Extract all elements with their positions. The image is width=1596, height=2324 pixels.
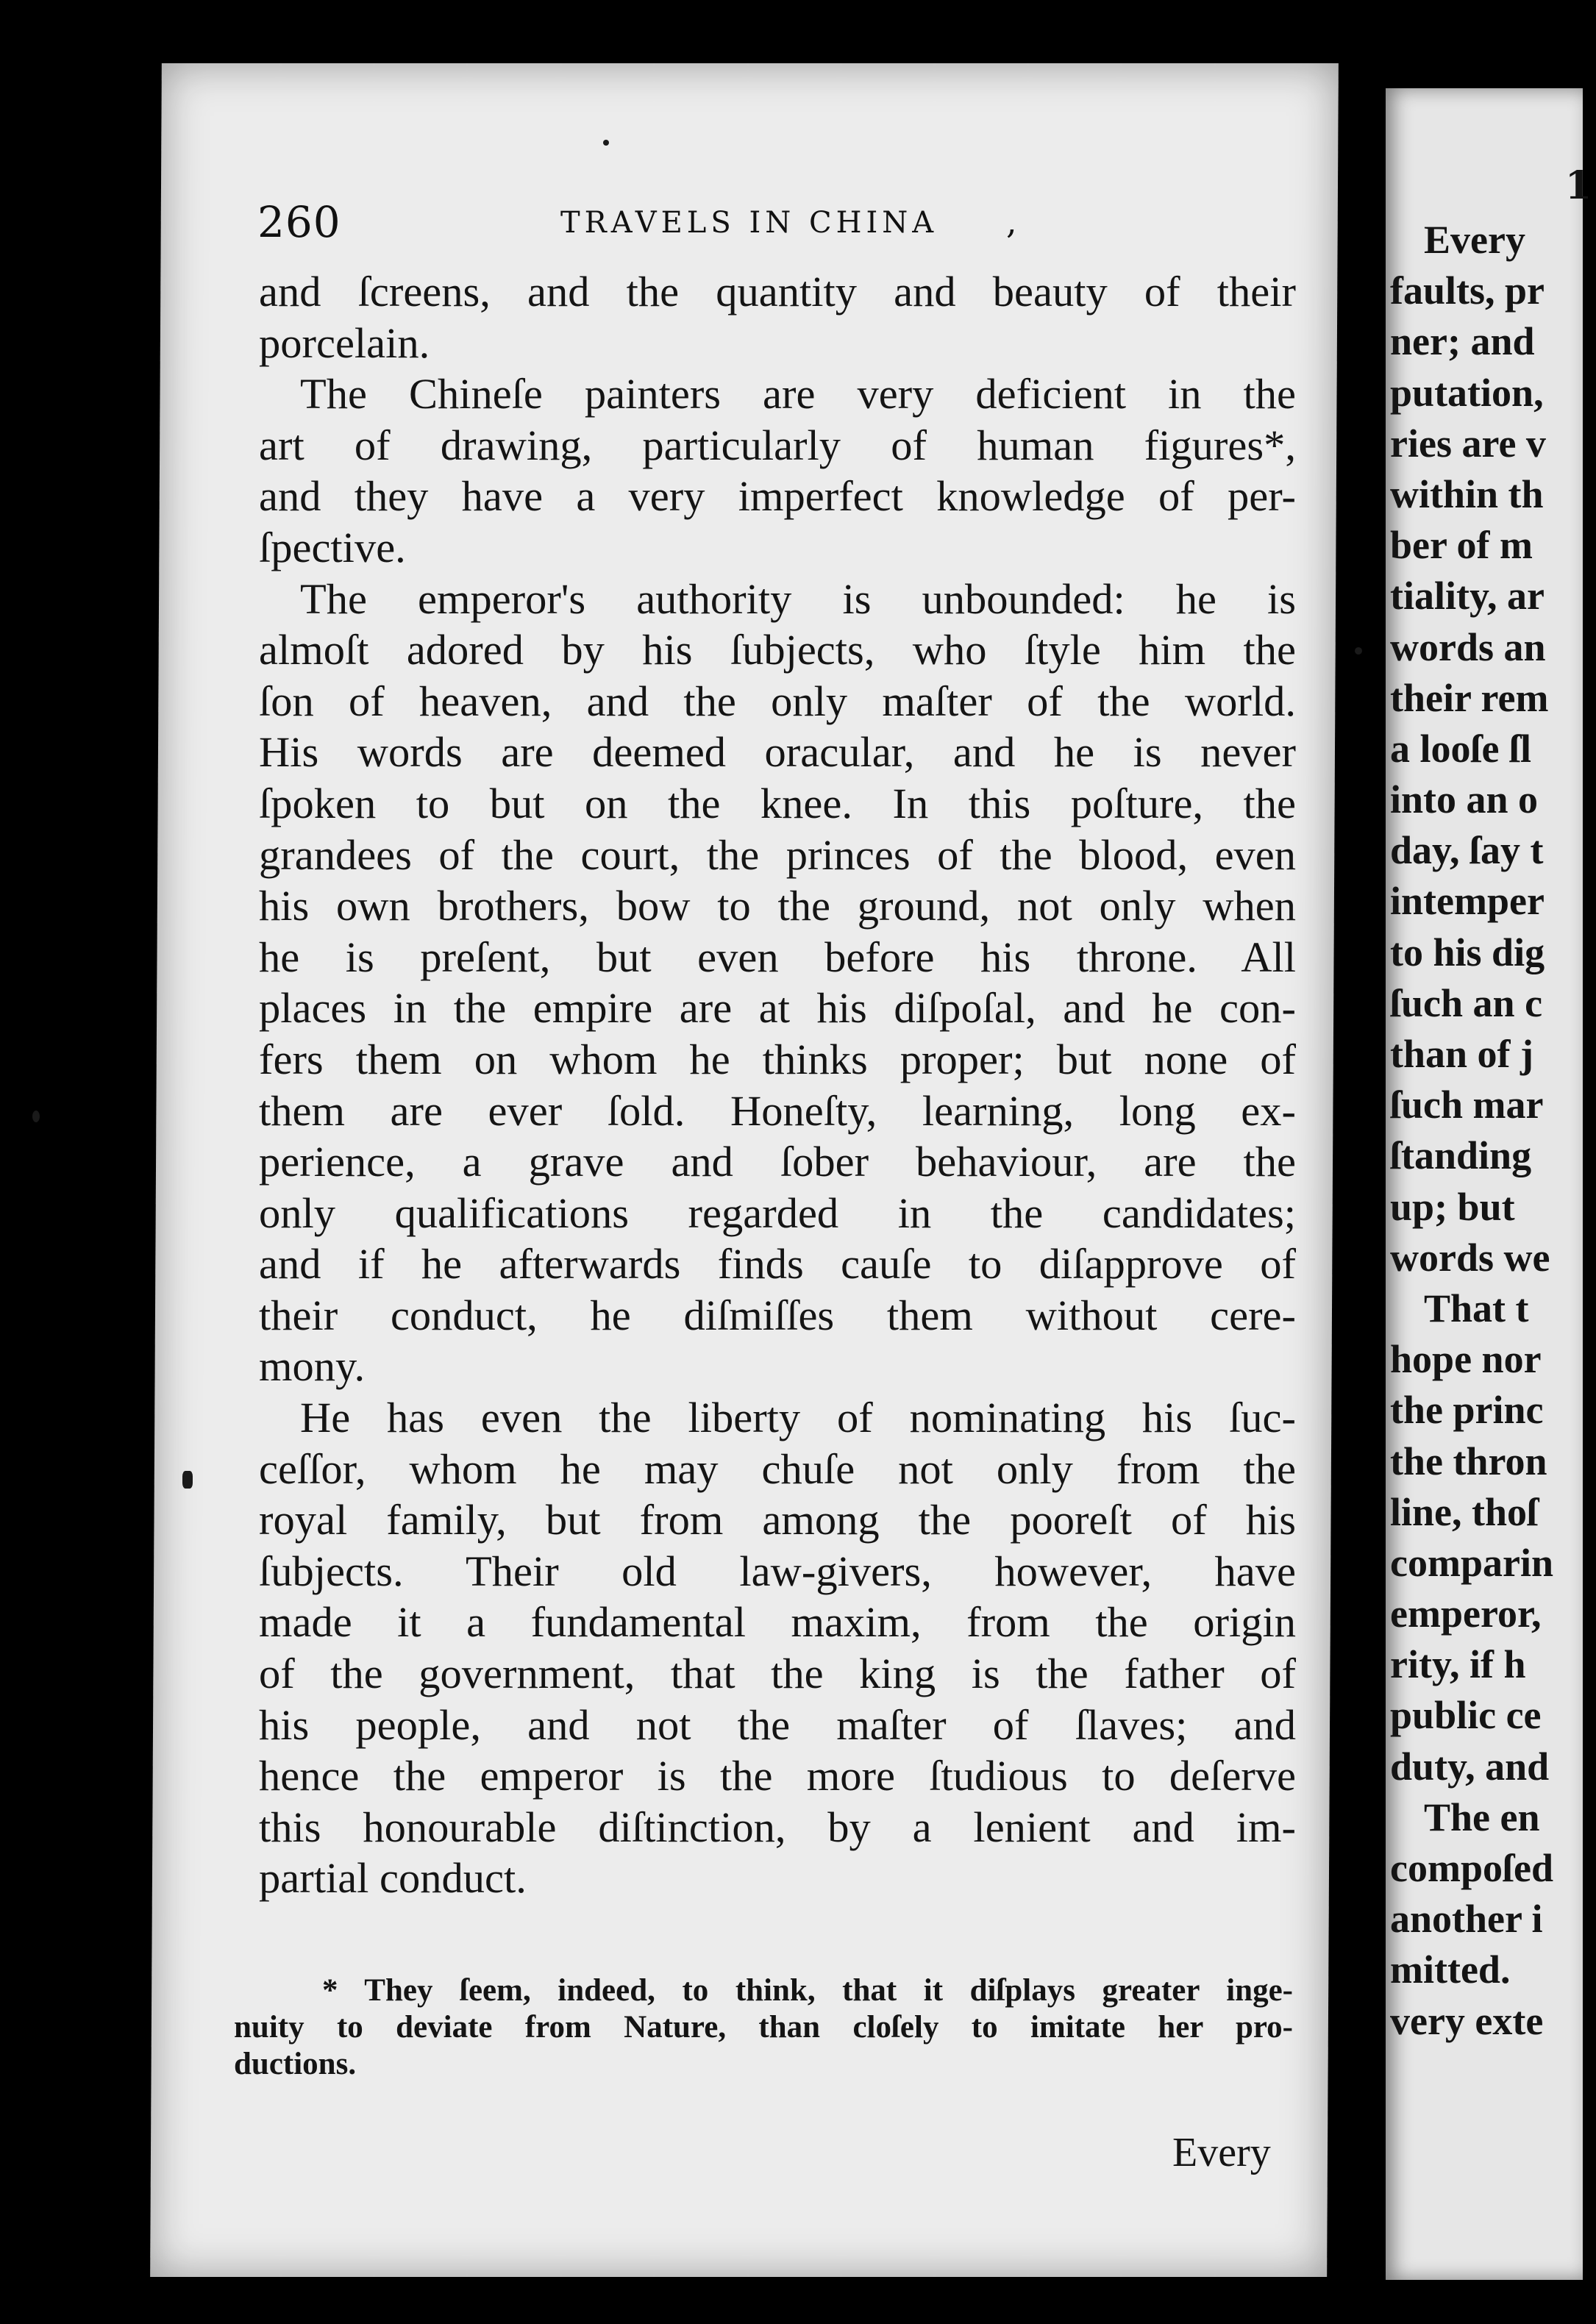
right-page-line: words we — [1390, 1235, 1550, 1280]
text-line: The Chineſe painters are very deficient in the — [300, 370, 1296, 418]
ink-speck — [182, 1471, 193, 1489]
right-page-line: faults, pr — [1390, 268, 1545, 313]
right-page-line: line, thoſ — [1390, 1489, 1539, 1534]
footnote-line: ductions. — [234, 2047, 357, 2081]
right-page-line: day, ſay t — [1390, 828, 1544, 873]
right-page-line: hope nor — [1390, 1337, 1542, 1382]
text-line: partial conduct. — [259, 1854, 527, 1903]
right-page-line: a looſe ſl — [1390, 726, 1531, 771]
text-line: made it a fundamental maxim, from the origin — [259, 1598, 1296, 1647]
right-page-line: Every — [1424, 218, 1525, 262]
running-head-punctuation: , — [1006, 202, 1017, 241]
page-header — [257, 197, 1302, 249]
text-line: his own brothers, bow to the ground, not only when — [259, 882, 1296, 930]
text-line: mony. — [259, 1342, 366, 1391]
footnote-line: nuity to deviate from Nature, than cloſely to imitate her pro- — [234, 2010, 1293, 2045]
text-line: art of drawing, particularly of human figures*, — [259, 421, 1296, 469]
right-page-line: very exte — [1390, 1998, 1544, 2043]
page-number: 260 — [257, 197, 341, 247]
text-line: their conduct, he diſmiſſes them without cere- — [259, 1291, 1296, 1339]
right-page-line: the thron — [1390, 1439, 1547, 1483]
right-page-line: than of j — [1390, 1032, 1534, 1076]
ink-speck — [603, 140, 609, 146]
right-page-line: tiality, ar — [1390, 574, 1545, 619]
main-text-block — [259, 266, 1296, 1904]
right-page-line: public ce — [1390, 1693, 1542, 1738]
right-page-line: intemper — [1390, 879, 1545, 924]
right-page-line: comparin — [1390, 1540, 1553, 1585]
catchword: Every — [1172, 2130, 1271, 2175]
right-page-line: ſtanding — [1390, 1133, 1532, 1178]
text-line: this honourable diſtinction, by a lenient and im- — [259, 1803, 1296, 1851]
right-page-line: mitted. — [1390, 1947, 1511, 1992]
text-line: ſpoken to but on the knee. In this poſture, the — [259, 779, 1296, 827]
right-page-text — [1390, 215, 1596, 2047]
text-line: places in the empire are at his diſpoſal, and he con- — [259, 984, 1296, 1033]
text-line: ceſſor, whom he may chuſe not only from the — [259, 1444, 1296, 1493]
right-page-line: ſuch an c — [1390, 980, 1543, 1025]
ink-speck — [1355, 647, 1362, 655]
text-line: ſubjects. Their old law-givers, however, have — [259, 1547, 1296, 1595]
right-page-line: ber of m — [1390, 523, 1533, 568]
text-line: grandees of the court, the princes of the blood, even — [259, 830, 1296, 879]
right-page-line: duty, and — [1390, 1744, 1550, 1789]
ink-speck — [32, 1111, 40, 1122]
text-line: ſon of heaven, and the only maſter of the world. — [259, 677, 1296, 725]
text-line: and if he afterwards finds cauſe to diſapprove of — [259, 1240, 1296, 1288]
text-line: and they have a very imperfect knowledge of per- — [259, 472, 1296, 521]
right-page-line: ſuch mar — [1390, 1083, 1544, 1127]
right-page-line: ner; and — [1390, 319, 1535, 364]
text-line: perience, a grave and ſober behaviour, are the — [259, 1138, 1296, 1186]
right-page-line: putation, — [1390, 370, 1544, 415]
text-line: royal family, but from among the pooreſt of his — [259, 1496, 1296, 1544]
text-line: hence the emperor is the more ſtudious to deſerve — [259, 1752, 1296, 1800]
text-line: only qualifications regarded in the candidates; — [259, 1188, 1296, 1237]
right-page-line: ries are v — [1390, 421, 1546, 466]
text-line: The emperor's authority is unbounded: he is — [300, 574, 1296, 623]
right-page-line: emperor, — [1390, 1591, 1542, 1636]
right-page-line: words an — [1390, 624, 1546, 669]
text-line: he is preſent, but even before his throne. All — [259, 933, 1296, 981]
running-head: TRAVELS IN CHINA — [560, 206, 938, 240]
right-page-line: the princ — [1390, 1388, 1544, 1433]
text-line: almoſt adored by his ſubjects, who ſtyle him the — [259, 626, 1296, 674]
text-line: and ſcreens, and the quantity and beauty of their — [259, 268, 1296, 316]
text-line: his people, and not the maſter of ſlaves; and — [259, 1700, 1296, 1749]
right-page-line: compoſed — [1390, 1846, 1553, 1890]
right-page-line: The en — [1424, 1794, 1540, 1839]
right-page-line: into an o — [1390, 777, 1539, 822]
text-line: ſpective. — [259, 523, 406, 571]
text-line: He has even the liberty of nominating his ſuc- — [300, 1394, 1296, 1442]
right-page-line: up; but — [1390, 1184, 1515, 1229]
right-page-line: That t — [1424, 1286, 1529, 1330]
right-page-number-fragment: 1 — [1565, 163, 1592, 208]
text-line: fers them on whom he thinks proper; but none of — [259, 1035, 1296, 1083]
footnote-line: * They ſeem, indeed, to think, that it diſplays greater inge- — [322, 1973, 1293, 2008]
right-page-line: their rem — [1390, 675, 1549, 720]
right-page-line: within th — [1390, 471, 1544, 516]
right-page-line: rity, if h — [1390, 1642, 1526, 1687]
text-line: His words are deemed oracular, and he is never — [259, 728, 1296, 777]
text-line: them are ever ſold. Honeſty, learning, long ex- — [259, 1086, 1296, 1135]
right-page-line: to his dig — [1390, 930, 1545, 974]
footnote — [234, 1972, 1293, 2083]
text-line: of the government, that the king is the father of — [259, 1650, 1296, 1698]
text-line: porcelain. — [259, 318, 430, 367]
right-page-line: another i — [1390, 1897, 1543, 1942]
